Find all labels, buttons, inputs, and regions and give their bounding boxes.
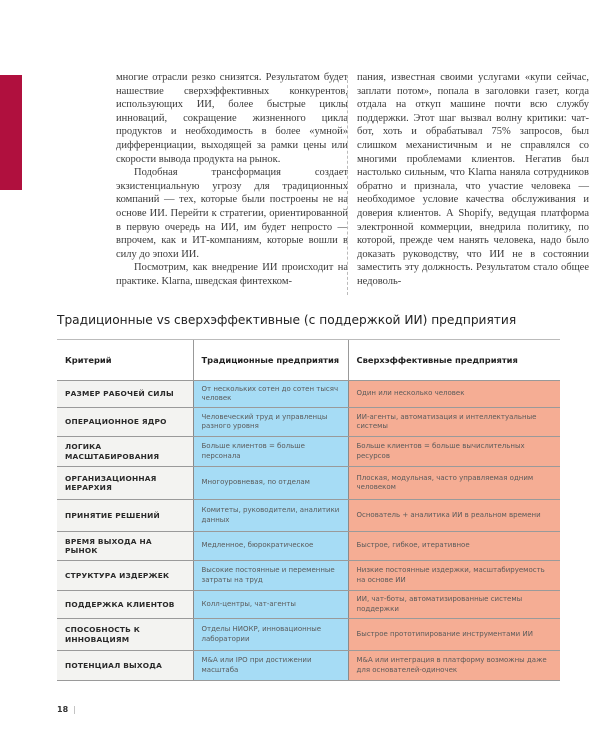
superefficient-cell: ИИ-агенты, автоматизация и интеллектуальные системы xyxy=(348,408,560,437)
header-superefficient: Сверхэффективные предприятия xyxy=(348,340,560,381)
table-row xyxy=(57,619,560,651)
table-title: Традиционные vs сверхэффективные (с поддержкой ИИ) предприятия xyxy=(57,313,517,327)
traditional-cell: Человеческий труд и управленцы разного уровня xyxy=(193,408,348,437)
text-column-left xyxy=(116,71,348,289)
table-row xyxy=(57,381,560,408)
paragraph: многие отрасли резко снизятся. Результатом будет нашествие сверхэффективных конкурентов, использующих ИИ, более быстрые циклы инноваций, сокращение жизненного цикла продуктов и необходимость в более «умной» дифференциации, выходящей за рамки цены или скорости вывода продукта на рынок. xyxy=(116,72,348,165)
traditional-cell: M&A или IPO при достижении масштаба xyxy=(193,651,348,681)
superefficient-cell: Низкие постоянные издержки, масштабируемость на основе ИИ xyxy=(348,561,560,591)
superefficient-cell: Быстрое прототипирование инструментами ИИ xyxy=(348,619,560,651)
superefficient-cell: M&A или интеграция в платформу возможны даже для основателей-одиночек xyxy=(348,651,560,681)
table-row xyxy=(57,500,560,532)
traditional-cell: От нескольких сотен до сотен тысяч человек xyxy=(193,381,348,408)
paragraph: пания, известная своими услугами «купи сейчас, заплати потом», попала в заголовки газет, когда отдала на откуп машине почти всю службу поддержки. Этот шаг вызвал волну критики: чат-бот, хоть и обрабатывал 75% запросов, был слишком механистичным и не справлялся со многими проблемами клиентов. Негатив был настолько сильным, что Klarna наняла сотрудников обратно и признала, что участие человека — необходимое условие качества обслуживания и доверия клиентов. А Shopify, ведущая платформа электронной коммерции, внедрила политику, по которой, прежде чем нанять человека, надо было доказать руководству, что ИИ не в состоянии заместить эту должность. Результатом стало общее недоволь- xyxy=(357,72,589,287)
table-row xyxy=(57,591,560,619)
criterion-cell: ВРЕМЯ ВЫХОДА НА РЫНОК xyxy=(57,532,193,561)
criterion-cell: СТРУКТУРА ИЗДЕРЖЕК xyxy=(57,561,193,591)
traditional-cell: Высокие постоянные и переменные затраты на труд xyxy=(193,561,348,591)
table-row xyxy=(57,532,560,561)
table-row xyxy=(57,561,560,591)
table-row xyxy=(57,467,560,500)
header-criterion: Критерий xyxy=(57,340,193,381)
criterion-cell: РАЗМЕР РАБОЧЕЙ СИЛЫ xyxy=(57,381,193,408)
traditional-cell: Больше клиентов = больше персонала xyxy=(193,437,348,467)
comparison-table xyxy=(57,339,560,681)
superefficient-cell: Один или несколько человек xyxy=(348,381,560,408)
criterion-cell: ОПЕРАЦИОННОЕ ЯДРО xyxy=(57,408,193,437)
chapter-marker xyxy=(0,75,22,190)
traditional-cell: Комитеты, руководители, аналитики данных xyxy=(193,500,348,532)
criterion-cell: ОРГАНИЗАЦИОННАЯ ИЕРАРХИЯ xyxy=(57,467,193,500)
text-column-right xyxy=(357,71,589,289)
traditional-cell: Отделы НИОКР, инновационные лаборатории xyxy=(193,619,348,651)
table-row xyxy=(57,408,560,437)
paragraph: Подобная трансформация создает экзистенциальную угрозу для традиционных компаний — тех, которые были построены не на основе ИИ. Перейти к стратегии, ориентированной в первую очередь на ИИ, им будет непросто — впрочем, как и ИТ-компаниям, которые вошли в силу до эпохи ИИ. xyxy=(116,167,348,260)
column-divider xyxy=(347,75,348,295)
traditional-cell: Колл-центры, чат-агенты xyxy=(193,591,348,619)
criterion-cell: ПОТЕНЦИАЛ ВЫХОДА xyxy=(57,651,193,681)
superefficient-cell: Больше клиентов = больше вычислительных ресурсов xyxy=(348,437,560,467)
table-row xyxy=(57,651,560,681)
header-traditional: Традиционные предприятия xyxy=(193,340,348,381)
criterion-cell: ЛОГИКА МАСШТАБИРОВАНИЯ xyxy=(57,437,193,467)
table-row xyxy=(57,437,560,467)
superefficient-cell: Плоская, модульная, часто управляемая одним человеком xyxy=(348,467,560,500)
traditional-cell: Многоуровневая, по отделам xyxy=(193,467,348,500)
page-number-text: 18 xyxy=(57,705,69,714)
superefficient-cell: ИИ, чат-боты, автоматизированные системы поддержки xyxy=(348,591,560,619)
traditional-cell: Медленное, бюрократическое xyxy=(193,532,348,561)
paragraph: Посмотрим, как внедрение ИИ происходит на практике. Klarna, шведская финтехком- xyxy=(116,262,348,287)
criterion-cell: СПОСОБНОСТЬ К ИННОВАЦИЯМ xyxy=(57,619,193,651)
criterion-cell: ПРИНЯТИЕ РЕШЕНИЙ xyxy=(57,500,193,532)
criterion-cell: ПОДДЕРЖКА КЛИЕНТОВ xyxy=(57,591,193,619)
superefficient-cell: Основатель + аналитика ИИ в реальном времени xyxy=(348,500,560,532)
page-number xyxy=(57,705,76,714)
page-number-separator: | xyxy=(73,705,76,714)
superefficient-cell: Быстрое, гибкое, итеративное xyxy=(348,532,560,561)
